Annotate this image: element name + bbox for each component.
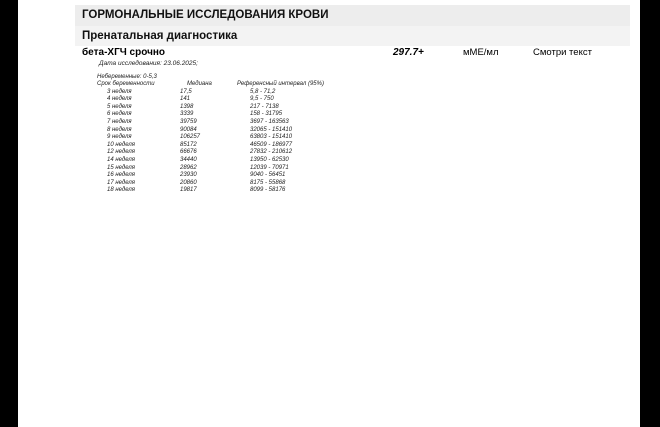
row-median: 66676 xyxy=(180,149,197,156)
row-interval: 3697 - 163563 xyxy=(250,118,289,125)
row-term: 4 неделя xyxy=(107,96,132,103)
row-interval: 9,5 - 750 xyxy=(250,96,274,103)
row-interval: 32065 - 151410 xyxy=(250,126,293,133)
row-term: 17 неделя xyxy=(107,179,135,186)
row-median: 141 xyxy=(180,96,191,103)
row-interval: 8175 - 55868 xyxy=(250,179,286,186)
header-median: Медиана xyxy=(187,81,212,87)
section-subtitle: Пренатальная диагностика xyxy=(82,30,238,42)
row-median: 23930 xyxy=(180,172,197,179)
row-median: 39759 xyxy=(180,118,197,125)
row-median: 19817 xyxy=(180,187,197,194)
document-page xyxy=(18,0,640,427)
row-median: 85172 xyxy=(180,141,197,148)
row-term: 10 неделя xyxy=(107,141,135,148)
test-unit: мМЕ/мл xyxy=(463,47,499,58)
row-term: 6 неделя xyxy=(107,111,132,118)
header-term: Срок беременности xyxy=(97,81,155,87)
row-interval: 46509 - 186977 xyxy=(250,141,293,148)
test-comment: Смотри текст xyxy=(533,47,592,58)
row-term: 18 неделя xyxy=(107,187,135,194)
row-median: 20860 xyxy=(180,179,197,186)
row-interval: 27832 - 210612 xyxy=(250,149,293,156)
row-term: 12 неделя xyxy=(107,149,135,156)
row-interval: 63803 - 151410 xyxy=(250,134,293,141)
nonpregnant-reference: Небеременные: 0-5,3 xyxy=(97,74,157,80)
row-median: 90084 xyxy=(180,126,197,133)
row-term: 8 неделя xyxy=(107,126,132,133)
header-interval: Референсный интервал (95%) xyxy=(237,81,324,87)
row-interval: 5,8 - 71,2 xyxy=(250,88,276,95)
row-interval: 217 - 7138 xyxy=(250,103,279,110)
row-median: 34440 xyxy=(180,156,197,163)
row-term: 16 неделя xyxy=(107,172,135,179)
row-interval: 12039 - 70971 xyxy=(250,164,289,171)
row-term: 5 неделя xyxy=(107,103,132,110)
row-interval: 9040 - 56451 xyxy=(250,172,286,179)
row-median: 1398 xyxy=(180,103,194,110)
row-term: 15 неделя xyxy=(107,164,135,171)
test-value: 297.7+ xyxy=(393,47,424,58)
row-interval: 8099 - 58176 xyxy=(250,187,286,194)
row-term: 9 неделя xyxy=(107,134,132,141)
row-median: 17,5 xyxy=(180,88,192,95)
test-date: Дата исследования: 23.06.2025; xyxy=(99,60,198,67)
row-median: 106257 xyxy=(180,134,201,141)
row-median: 28962 xyxy=(180,164,197,171)
row-interval: 158 - 31795 xyxy=(250,111,283,118)
section-title: ГОРМОНАЛЬНЫЕ ИССЛЕДОВАНИЯ КРОВИ xyxy=(82,9,329,21)
row-term: 3 неделя xyxy=(107,88,132,95)
row-median: 3339 xyxy=(180,111,194,118)
test-name: бета-ХГЧ срочно xyxy=(82,47,166,58)
row-term: 14 неделя xyxy=(107,156,135,163)
row-term: 7 неделя xyxy=(107,118,132,125)
row-interval: 13950 - 62530 xyxy=(250,156,289,163)
